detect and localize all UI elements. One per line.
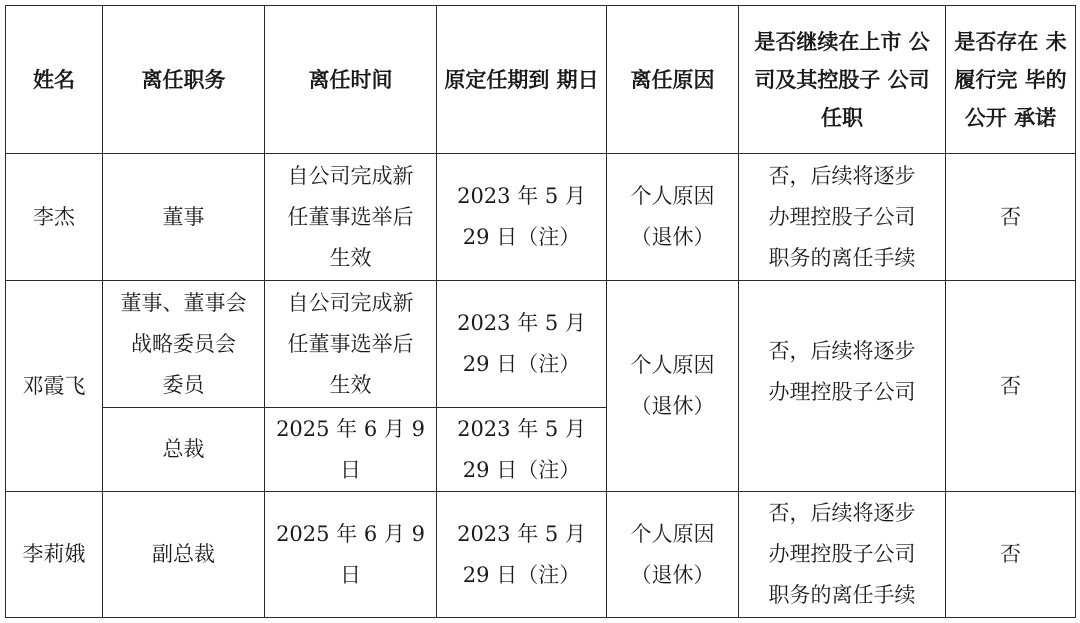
- cell-reason: [607, 492, 739, 618]
- cell-leave-time: [265, 492, 437, 618]
- cell-line: 职务的离任手续: [768, 245, 916, 270]
- cell-pledge: 否: [946, 492, 1076, 618]
- header-pledge-line: 未履行完: [954, 29, 1067, 92]
- table-row: [6, 154, 1076, 281]
- cell-position: 副总裁: [103, 492, 265, 618]
- cell-line: 否，后续将逐步: [768, 163, 916, 188]
- cell-pledge: 否: [946, 281, 1076, 492]
- cell-line: （退休）: [630, 225, 715, 249]
- cell-line: 2025 年 6 月 9: [276, 521, 425, 546]
- cell-line: 办理控股子公司: [768, 542, 916, 566]
- cell-line: 2025 年 6 月 9: [276, 416, 425, 441]
- cell-line: 生效: [329, 245, 372, 270]
- cell-line: 办理控股子公司: [768, 380, 916, 404]
- cell-term-end: [437, 154, 607, 281]
- header-name: 姓名: [6, 6, 103, 154]
- resignation-table: [5, 5, 1076, 618]
- header-pledge-line: 承诺: [1014, 105, 1057, 130]
- cell-leave-time: [265, 408, 437, 492]
- cell-line: 董事、董事会: [120, 290, 247, 315]
- cell-term-end: [437, 281, 607, 408]
- cell-line: 自公司完成新: [287, 290, 414, 315]
- cell-line: 29 日（注）: [462, 352, 581, 376]
- header-pledge-line: 毕的公开: [964, 67, 1067, 130]
- header-position: 离任职务: [103, 6, 265, 154]
- cell-position: 总裁: [103, 408, 265, 492]
- cell-line: 否，后续将逐步: [768, 501, 916, 525]
- cell-line: 日: [340, 457, 361, 482]
- cell-continue-role: [739, 281, 946, 492]
- table-header-row: [6, 6, 1076, 154]
- cell-leave-time: [265, 281, 437, 408]
- cell-line: 2023 年 5 月: [457, 521, 586, 546]
- header-term-end-line: 原定任期到: [444, 67, 550, 92]
- header-term-end-line: 期日: [556, 67, 599, 92]
- table-row: [6, 492, 1076, 618]
- cell-obscured-area: [745, 413, 939, 441]
- cell-line: 办理控股子公司: [768, 204, 916, 229]
- cell-line: 2023 年 5 月: [457, 184, 586, 208]
- header-reason: 离任原因: [607, 6, 739, 154]
- cell-line: （退休）: [630, 394, 715, 418]
- cell-line: 生效: [329, 372, 372, 397]
- header-continue-role: [739, 6, 946, 154]
- cell-reason: [607, 281, 739, 492]
- cell-line: 29 日（注）: [462, 562, 581, 587]
- header-continue-line: 公司任职: [821, 67, 930, 130]
- table-row: [6, 281, 1076, 408]
- cell-line: 任董事选举后: [287, 331, 414, 356]
- header-leave-time: 离任时间: [265, 6, 437, 154]
- header-continue-line: 是否继续在上市: [754, 29, 902, 54]
- cell-line: 个人原因: [630, 521, 715, 546]
- cell-reason: [607, 154, 739, 281]
- cell-name: 李杰: [6, 154, 103, 281]
- cell-line: 职务的离任手续: [768, 583, 916, 607]
- cell-position: [103, 281, 265, 408]
- cell-line: 2023 年 5 月: [457, 416, 586, 441]
- cell-continue-role: [739, 492, 946, 618]
- cell-line: 29 日（注）: [462, 457, 581, 482]
- cell-continue-role: [739, 154, 946, 281]
- cell-line: 个人原因: [630, 353, 715, 377]
- cell-line: 任董事选举后: [287, 204, 414, 229]
- cell-term-end: [437, 408, 607, 492]
- cell-position: 董事: [103, 154, 265, 281]
- cell-name: 邓霞飞: [6, 281, 103, 492]
- cell-line: 日: [340, 562, 361, 587]
- cell-line: 委员: [162, 372, 205, 397]
- cell-term-end: [437, 492, 607, 618]
- cell-name: 李莉娥: [6, 492, 103, 618]
- cell-line: （退休）: [630, 562, 715, 587]
- cell-line: 战略委员会: [131, 331, 236, 356]
- cell-line: 自公司完成新: [287, 163, 414, 188]
- cell-pledge: 否: [946, 154, 1076, 281]
- cell-line: 29 日（注）: [462, 225, 581, 249]
- header-pledge: [946, 6, 1076, 154]
- cell-leave-time: [265, 154, 437, 281]
- header-pledge-line: 是否存在: [954, 29, 1039, 54]
- header-term-end: [437, 6, 607, 154]
- cell-line: 个人原因: [630, 184, 715, 208]
- header-continue-line: 公司及其控股子: [754, 29, 930, 92]
- cell-line: 否，后续将逐步: [768, 339, 916, 363]
- cell-line: 2023 年 5 月: [457, 311, 586, 335]
